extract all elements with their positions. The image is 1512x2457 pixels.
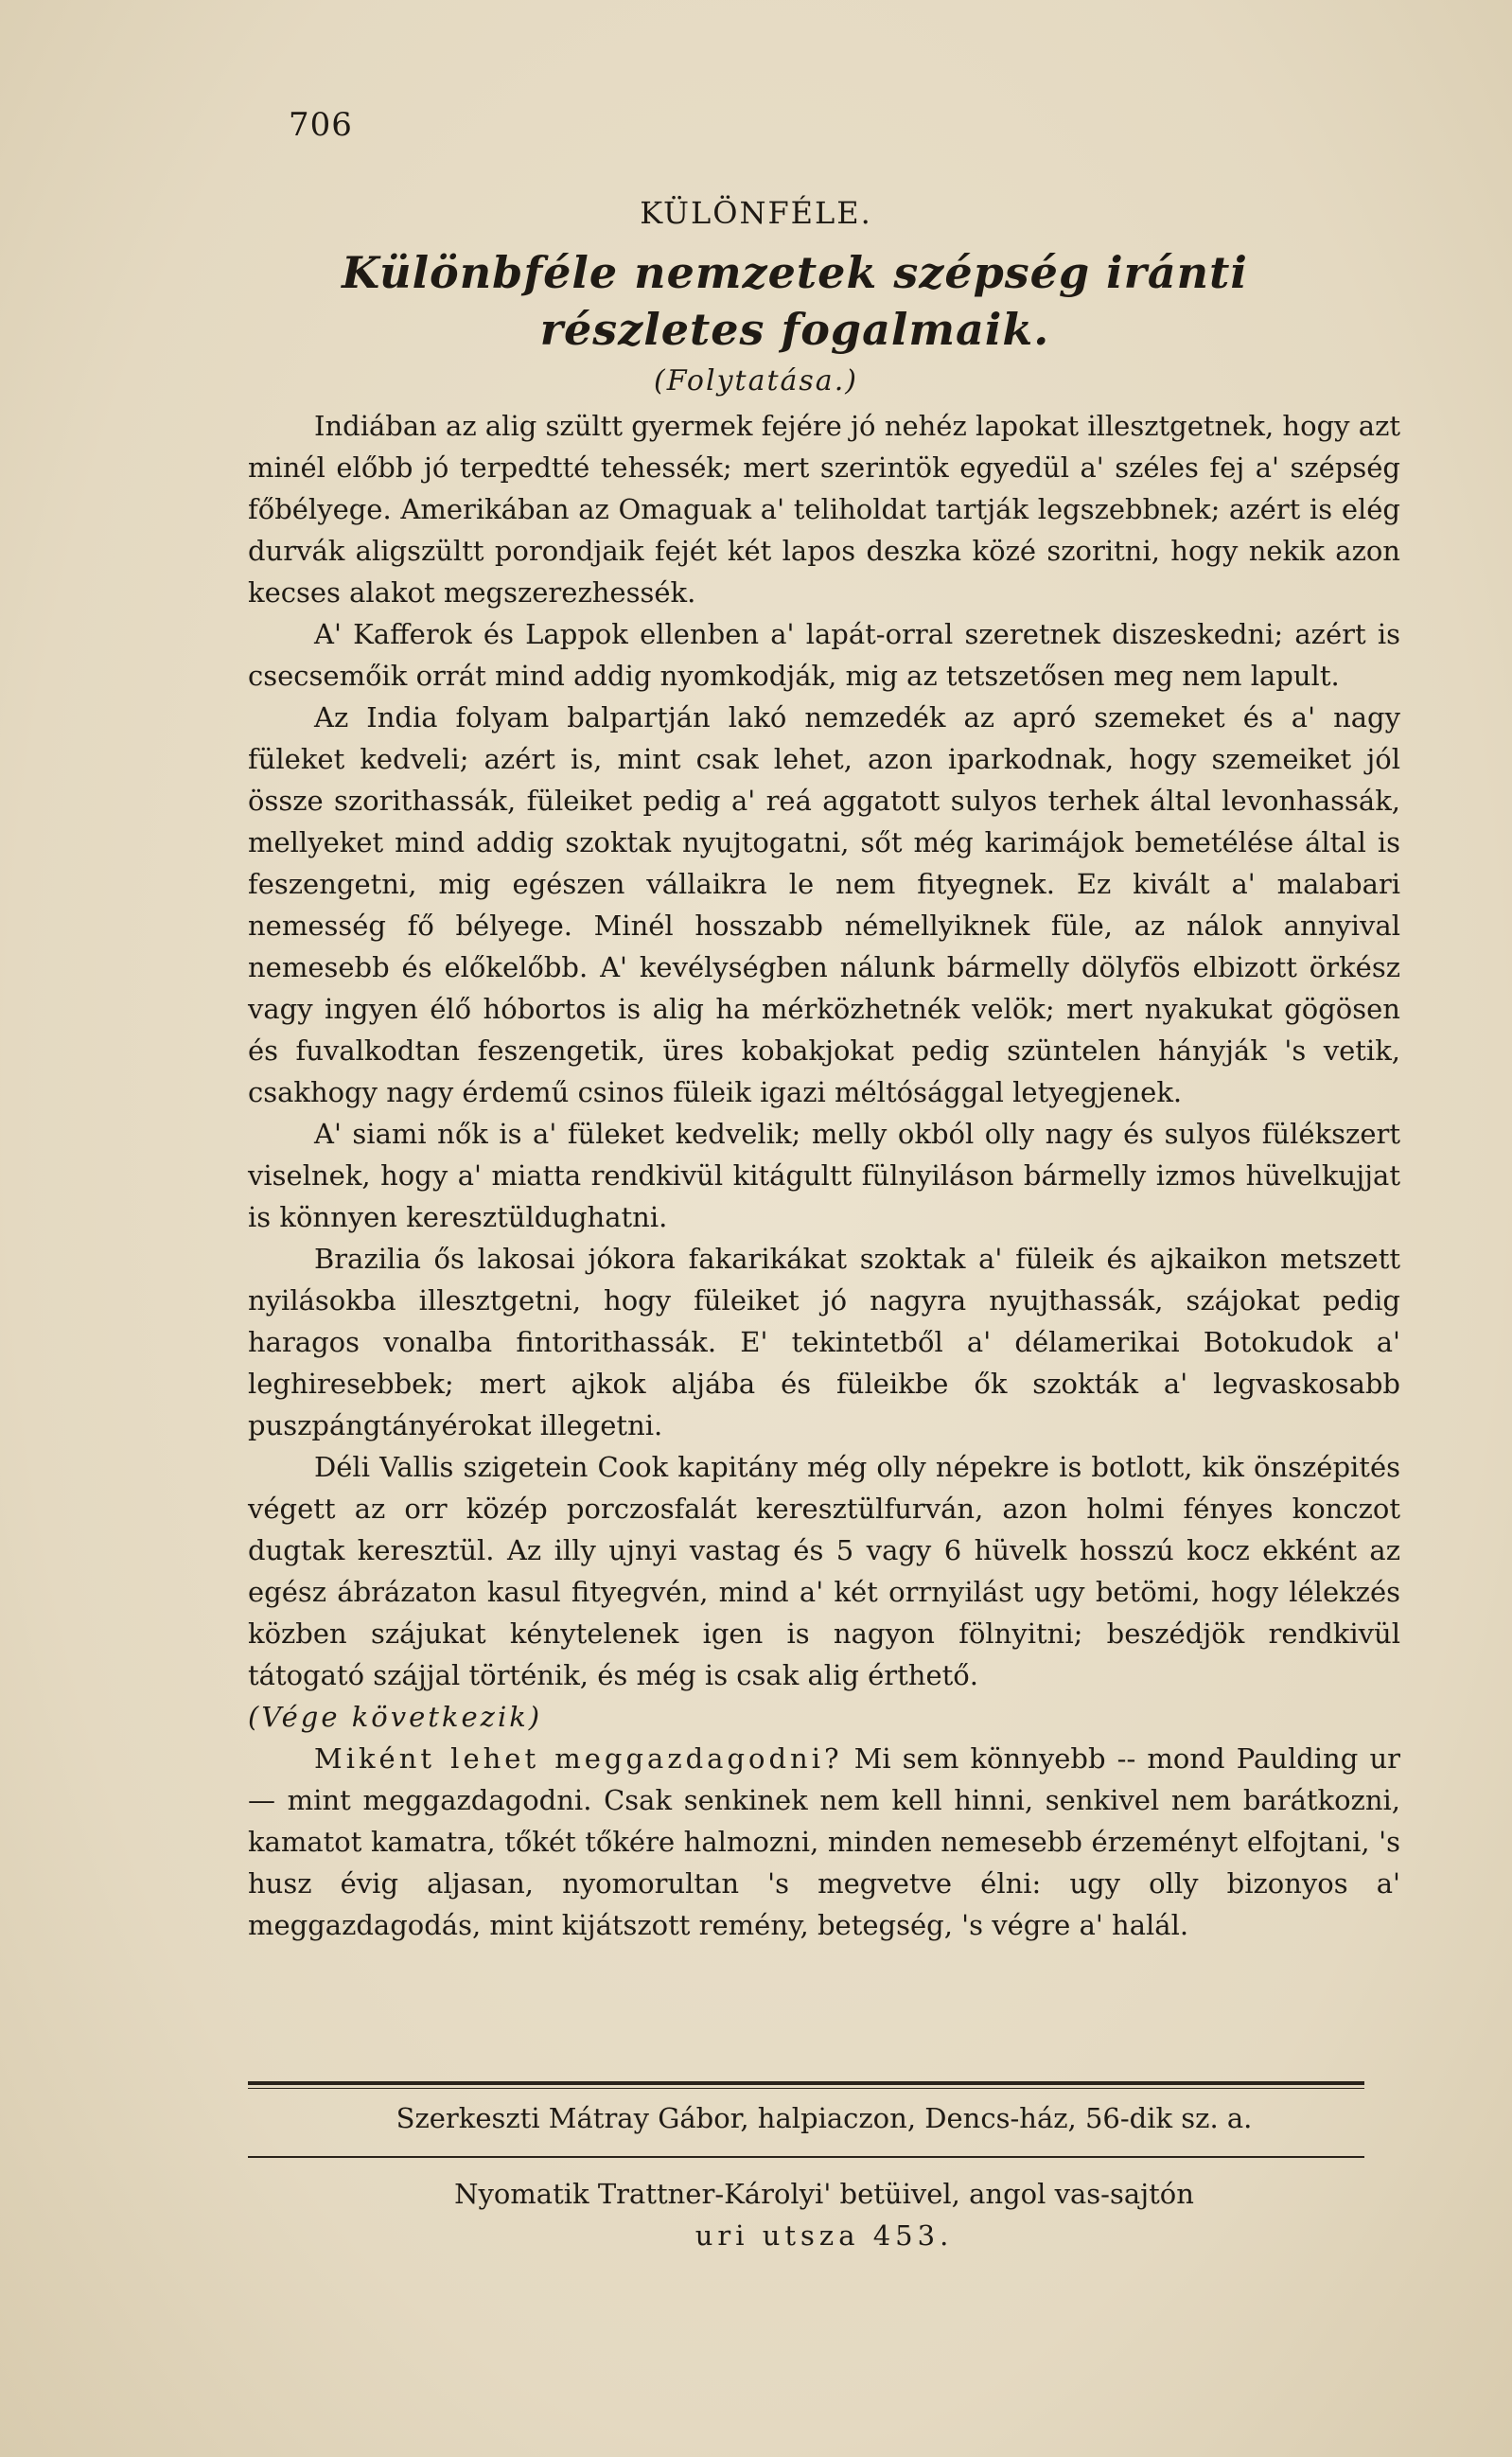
section-heading: KÜLÖNFÉLE. <box>640 195 872 231</box>
article-title: Különbféle nemzetek szépség iránti részletes fogalmaik. <box>342 247 1248 355</box>
editor-line: Szerkeszti Mátray Gábor, halpiaczon, Dencs-ház, 56-dik sz. a. <box>396 2102 1253 2134</box>
closing-paragraph <box>248 1738 1400 1946</box>
article-body <box>248 405 1400 1946</box>
continued-note: (Folytatása.) <box>654 364 858 398</box>
paragraph: A' Kafferok és Lappok ellenben a' lapát-orral szeretnek diszeskedni; azért is csecsemőik orrát mind addig nyomkodják, mig az tetszetősen meg nem lapult. <box>248 618 1400 692</box>
paragraph: Déli Vallis szigetein Cook kapitány még olly népekre is botlott, kik önszépités végett az orr közép porczosfalát keresztülfurván, azon holmi fényes konczot dugtak keresztül. Az illy ujnyi vastag és 5 vagy 6 hüvelk hosszú kocz ekként az egész ábrázaton kasul fityegvén, mind a' két orrnyilást ugy betömi, hogy lélekzés közben szájukat kénytelenek igen is nagyon fölnyitni; beszédjök rendkivül tátogató szájjal történik, és még is csak alig érthető. <box>248 1451 1400 1691</box>
printer-line-1: Nyomatik Trattner-Károlyi' betüivel, angol vas-sajtón <box>454 2178 1194 2210</box>
printer-imprint <box>248 2173 1400 2256</box>
paragraph: Indiában az alig szültt gyermek fejére jó nehéz lapokat illesztgetnek, hogy azt minél előbb jó terpedtté tehessék; mert szerintök egyedül a' széles fej a' szépség főbélyege. Amerikában az Omaguak a' teliholdat tartják legszebbnek; azért is elég durvák aligszültt porondjaik fejét két lapos deszka közé szoritni, hogy nekik azon kecses alakot megszerezhessék. <box>248 410 1400 609</box>
paragraph: Brazilia ős lakosai jókora fakarikákat szoktak a' füleik és ajkaikon metszett nyilásokba illesztgetni, hogy füleiket jó nagyra nyujthassák, szájokat pedig haragos vonalba fintorithassák. E' tekintetből a' délamerikai Botokudok a' leghiresebbek; mert ajkok aljába és füleikbe ők szokták a' legvaskosabb puszpángtányérokat illegetni. <box>248 1243 1400 1441</box>
closing-body: Mi sem könnyebb -- mond Paulding ur — mint meggazdagodni. Csak senkinek nem kell hinni, senkivel nem barátkozni, kamatot kamatra, tőkét tőkére halmozni, minden nemesebb érzeményt elfojtani, 's husz évig aljasan, nyomorultan 's megvetve élni: ugy olly bizonyos a' meggazdagodás, mint kijátszott remény, betegség, 's végre a' halál. <box>248 1742 1400 1941</box>
closing-lead: Miként lehet meggazdagodni? <box>314 1742 843 1775</box>
paragraph: A' siami nők is a' füleket kedvelik; melly okból olly nagy és sulyos fülékszert viselnek, hogy a' miatta rendkivül kitágultt fülnyiláson bármelly izmos hüvelkujjat is könnyen keresztüldughatni. <box>248 1118 1400 1233</box>
divider-rule-thin <box>248 2088 1364 2089</box>
footer-rule <box>248 2156 1364 2158</box>
printer-line-2: uri utsza 453. <box>694 2219 954 2252</box>
divider-rule <box>248 2081 1364 2085</box>
paragraph: Az India folyam balpartján lakó nemzedék az apró szemeket és a' nagy füleket kedveli; azért is, mint csak lehet, azon iparkodnak, hogy szemeiket jól össze szorithassák, füleiket pedig a' reá aggatott sulyos terhek által levonhassák, mellyeket mind addig szoktak nyujtogatni, sőt még karimájok bemetélése által is feszengetni, mig egészen vállaikra le nem fityegnek. Ez kivált a' malabari nemesség fő bélyege. Minél hosszabb némellyiknek füle, az nálok annyival nemesebb és előkelőbb. A' kevélységben nálunk bármelly dölyfös elbizott örkész vagy ingyen élő hóbortos is alig ha mérközhetnék velök; mert nyakukat gögösen és fuvalkodtan feszengetik, üres kobakjokat pedig szüntelen hányják 's vetik, csakhogy nagy érdemű csinos füleik igazi méltósággal letyegjenek. <box>248 701 1400 1108</box>
follows-note: (Vége következik) <box>248 1701 543 1733</box>
page-number: 706 <box>289 106 353 144</box>
